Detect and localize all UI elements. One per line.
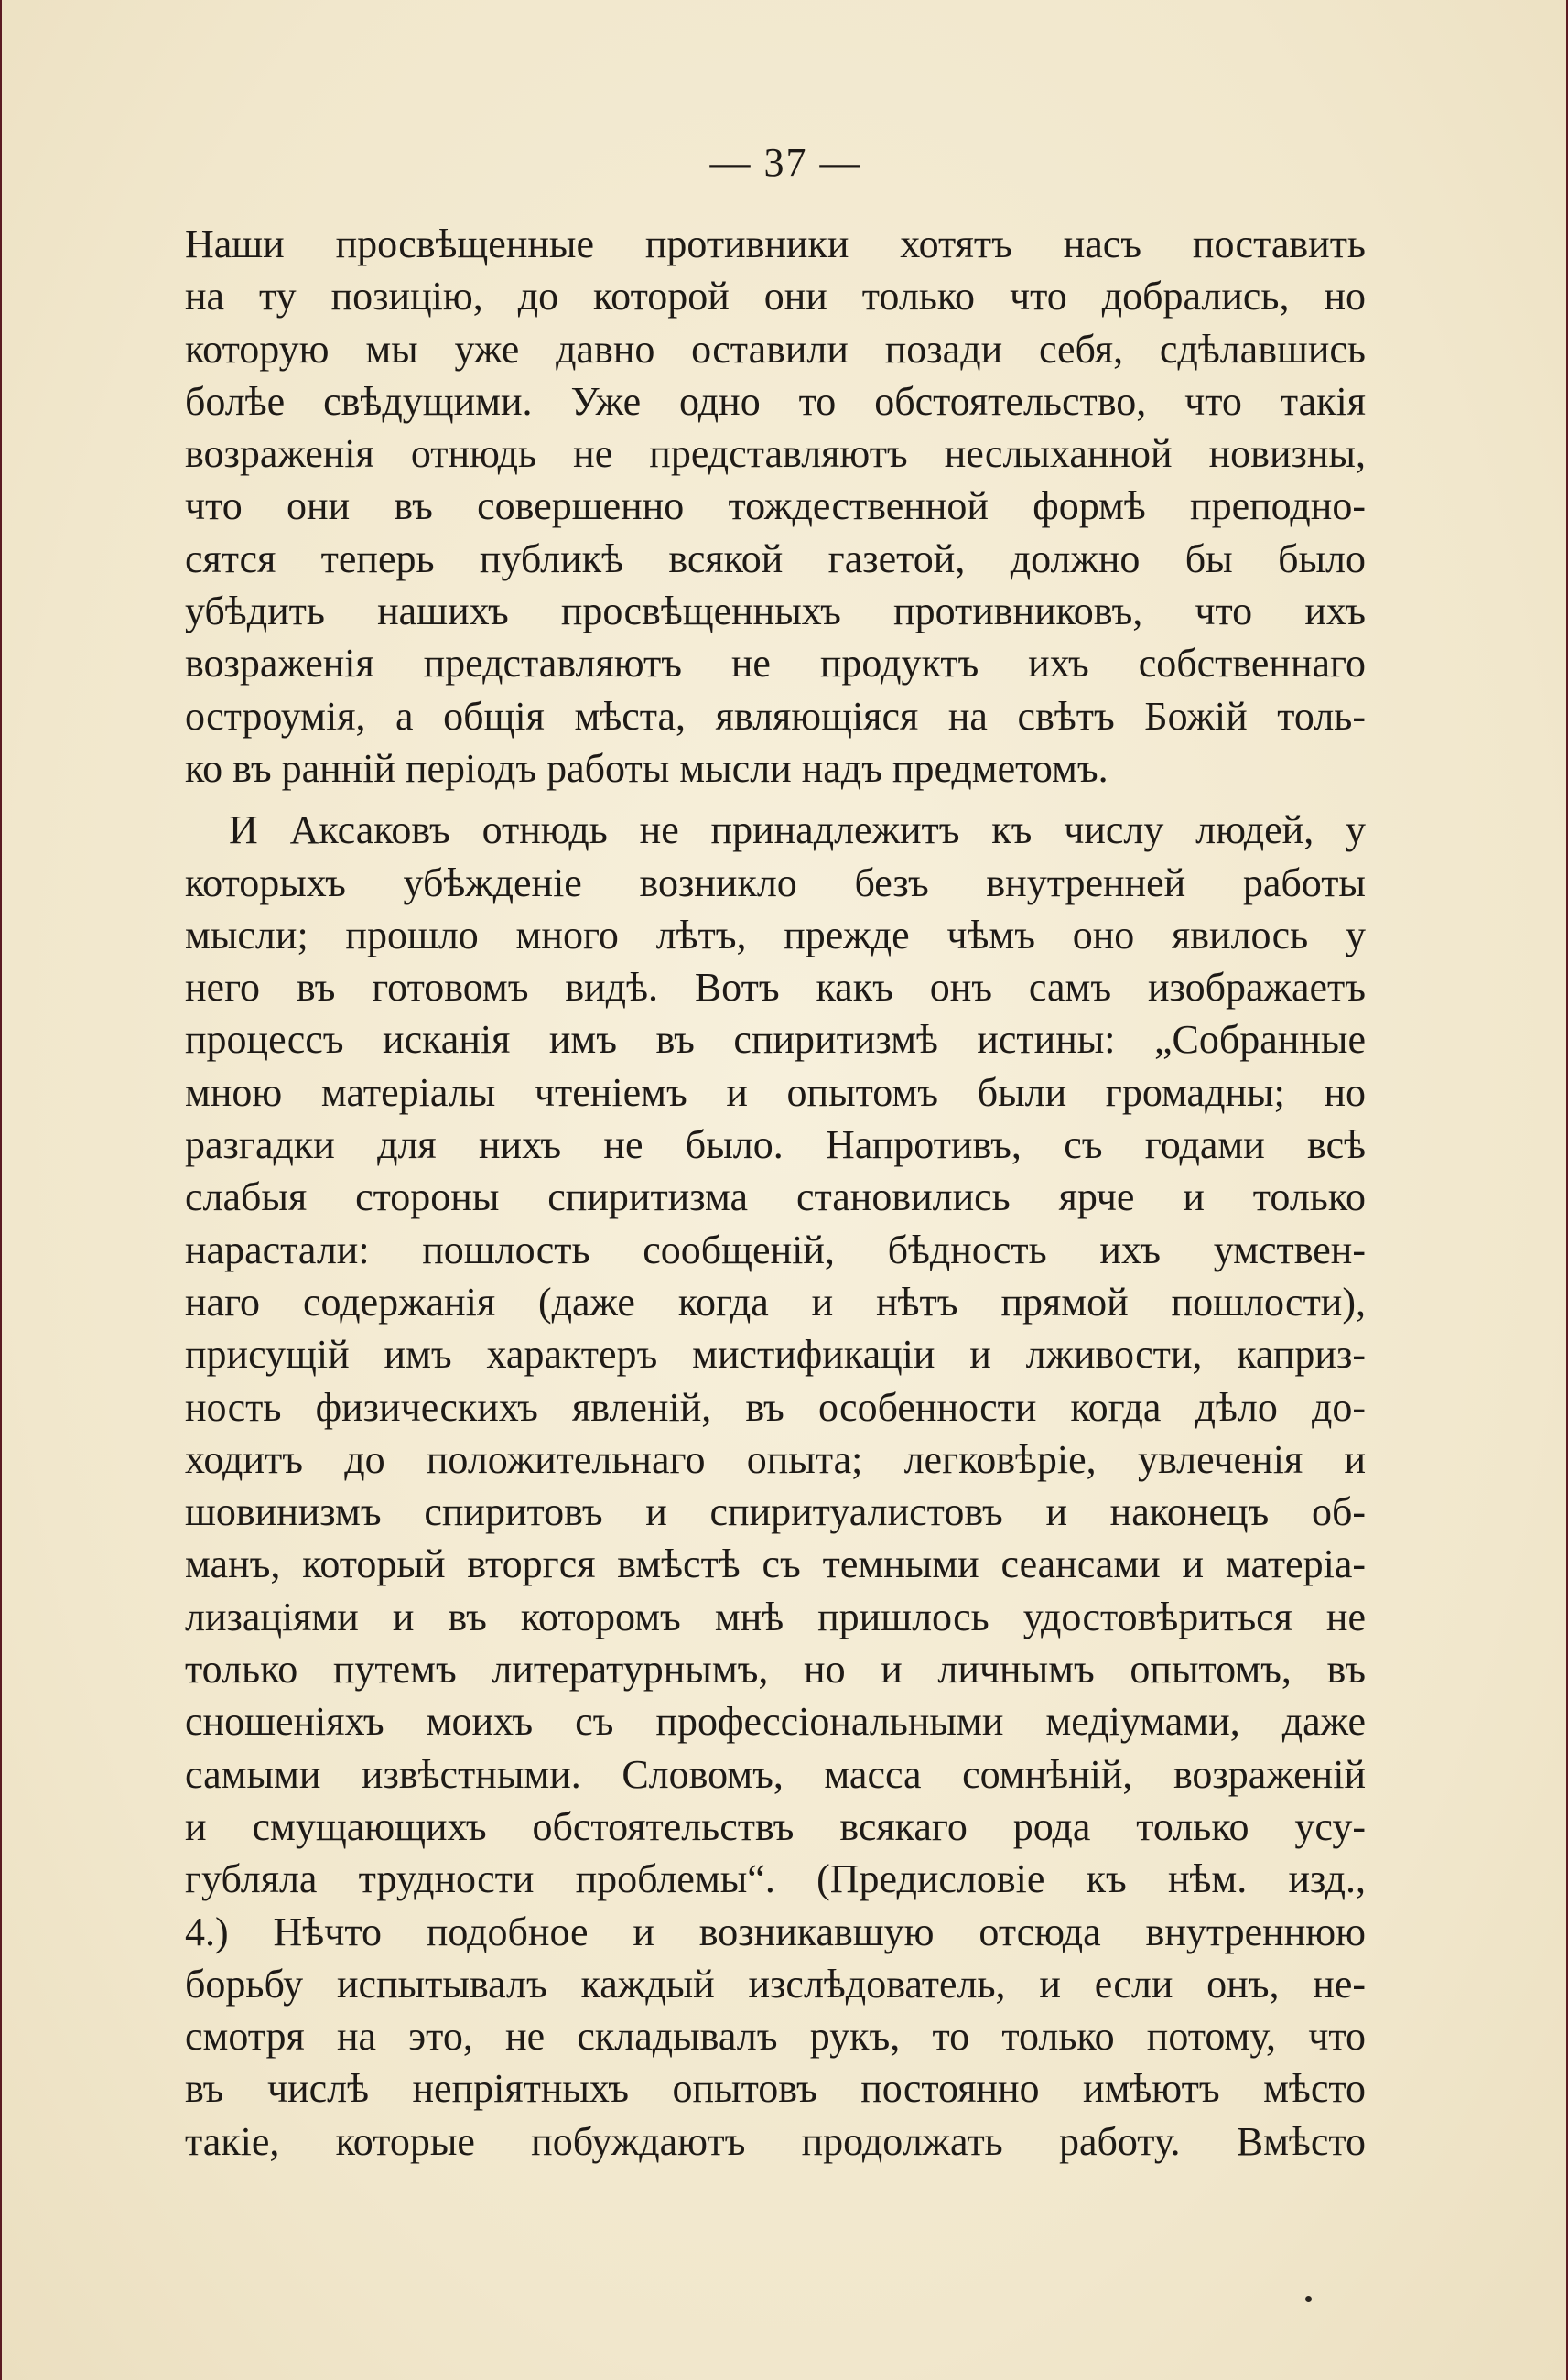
- text-line: слабыя стороны спиритизма становились ярче и только: [185, 1174, 1366, 1220]
- text-line: такіе, которые побуждаютъ продолжать работу. Вмѣсто: [185, 2118, 1366, 2164]
- text-line: ко въ ранній періодъ работы мысли надъ предметомъ.: [185, 745, 1108, 791]
- text-line: возраженія отнюдь не представляютъ неслыханной новизны,: [185, 431, 1366, 477]
- text-line: сношеніяхъ моихъ съ профессіональными медіумами, даже: [185, 1699, 1366, 1745]
- text-line: и смущающихъ обстоятельствъ всякаго рода только усу-: [185, 1803, 1366, 1849]
- text-line: остроумія, а общія мѣста, являющіяся на свѣтъ Божій толь-: [185, 693, 1366, 739]
- text-line: только путемъ литературнымъ, но и личнымъ опытомъ, въ: [185, 1647, 1366, 1693]
- text-line: которыхъ убѣжденіе возникло безъ внутренней работы: [185, 860, 1366, 905]
- paragraph: [185, 218, 1366, 795]
- paragraph-gap: [185, 795, 1366, 804]
- text-line: губляла трудности проблемы“. (Предисловіе къ нѣм. изд.,: [185, 1856, 1366, 1902]
- text-line: убѣдить нашихъ просвѣщенныхъ противниковъ, что ихъ: [185, 589, 1366, 634]
- text-line: нарастали: пошлость сообщеній, бѣдность ихъ умствен-: [185, 1227, 1366, 1272]
- ink-speck: [1305, 2296, 1312, 2302]
- text-line: Наши просвѣщенные противники хотятъ насъ поставить: [185, 222, 1366, 266]
- text-line: на ту позицію, до которой они только что добрались, но: [185, 274, 1366, 319]
- page-number: — 37 —: [709, 140, 862, 185]
- text-line: смотря на это, не складывалъ рукъ, то только потому, что: [185, 2014, 1366, 2060]
- text-line: наго содержанія (даже когда и нѣтъ прямой пошлости),: [185, 1279, 1366, 1325]
- text-line: сятся теперь публикѣ всякой газетой, должно бы было: [185, 536, 1366, 581]
- text-line: мною матеріалы чтеніемъ и опытомъ были громадны; но: [185, 1069, 1366, 1115]
- text-line: 4.) Нѣчто подобное и возникавшую отсюда внутреннюю: [185, 1909, 1366, 1954]
- text-line: мысли; прошло много лѣтъ, прежде чѣмъ оно явилось у: [185, 912, 1366, 957]
- text-line: манъ, который вторгся вмѣстѣ съ темными сеансами и матеріа-: [185, 1542, 1366, 1587]
- text-line: ность физическихъ явленій, въ особенности когда дѣло до-: [185, 1384, 1366, 1430]
- text-line: самыми извѣстными. Словомъ, масса сомнѣній, возраженій: [185, 1751, 1366, 1797]
- text-line: шовинизмъ спиритовъ и спиритуалистовъ и наконецъ об-: [185, 1489, 1366, 1535]
- paragraph: [185, 804, 1366, 2168]
- text-line: разгадки для нихъ не было. Напротивъ, съ годами всѣ: [185, 1122, 1366, 1168]
- text-line: которую мы уже давно оставили позади себя, сдѣлавшись: [185, 326, 1366, 372]
- text-line: что они въ совершенно тождественной формѣ преподно-: [185, 483, 1366, 529]
- text-line: процессъ исканія имъ въ спиритизмѣ истины: „Собранные: [185, 1017, 1366, 1063]
- text-line: возраженія представляютъ не продуктъ ихъ собственнаго: [185, 641, 1366, 687]
- text-line: борьбу испытывалъ каждый изслѣдователь, и если онъ, не-: [185, 1961, 1366, 2007]
- text-line: ходитъ до положительнаго опыта; легковѣріе, увлеченія и: [185, 1436, 1366, 1482]
- text-line: лизаціями и въ которомъ мнѣ пришлось удостовѣриться не: [185, 1594, 1366, 1639]
- text-line: присущій имъ характеръ мистификаціи и лживости, каприз-: [185, 1332, 1366, 1378]
- text-line: болѣе свѣдущими. Уже одно то обстоятельство, что такія: [185, 378, 1366, 424]
- body-text: [185, 218, 1366, 2168]
- text-line: И Аксаковъ отнюдь не принадлежитъ къ числу людей, у: [229, 807, 1366, 853]
- text-line: него въ готовомъ видѣ. Вотъ какъ онъ самъ изображаетъ: [185, 965, 1366, 1011]
- text-line: въ числѣ непріятныхъ опытовъ постоянно имѣютъ мѣсто: [185, 2066, 1366, 2112]
